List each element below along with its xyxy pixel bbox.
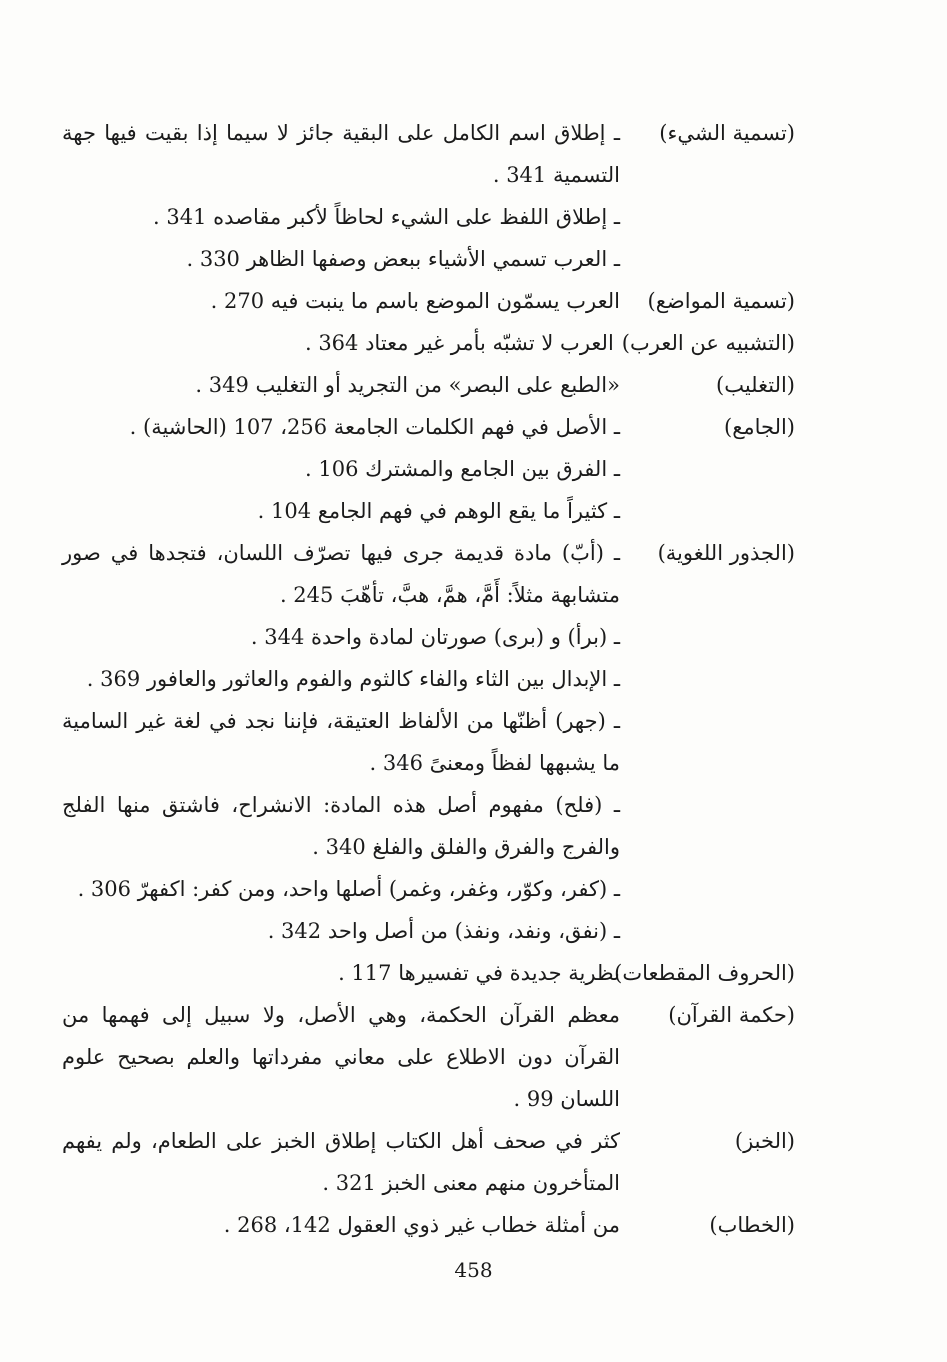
index-item: ـ الإبدال بين الثاء والفاء كالثوم والفوم والعاثور والعافور 369 . xyxy=(86,667,620,691)
index-term: (الخطاب) xyxy=(709,1213,795,1237)
index-item: ـ إطلاق اللفظ على الشيء لحاظاً لأكبر مقاصده 341 . xyxy=(153,205,620,229)
index-term: (الجامع) xyxy=(724,415,795,439)
index-entry xyxy=(62,322,795,364)
index-entry xyxy=(62,532,795,952)
index-item: ـ (أبّ) مادة قديمة جرى فيها تصرّف اللسان، فتجدها في صور متشابهة مثلاً: أَمَّ، همَّ، هبَّ، تأهّبَ 245 . xyxy=(62,541,620,607)
index-entry-body xyxy=(62,994,620,1120)
page-number: 458 xyxy=(454,1258,493,1282)
index-item: ـ إطلاق اسم الكامل على البقية جائز لا سيما إذا بقيت فيها جهة التسمية 341 . xyxy=(62,121,620,187)
index-item: معظم القرآن الحكمة، وهي الأصل، ولا سبيل إلى فهمها من القرآن دون الاطلاع على معاني مفرداتها والعلم بصحيح علوم اللسان 99 . xyxy=(62,1003,620,1111)
index-entry-body xyxy=(62,280,620,322)
index-entry-body xyxy=(62,532,620,952)
index-entry-body xyxy=(62,952,620,994)
index-term: (تسمية المواضع) xyxy=(647,289,795,313)
index-item: كثر في صحف أهل الكتاب إطلاق الخبز على الطعام، ولم يفهم المتأخرون منهم معنى الخبز 321 . xyxy=(62,1129,620,1195)
index-term: (الحروف المقطعات) xyxy=(614,961,795,985)
index-term: (الخبز) xyxy=(734,1129,795,1153)
index-entry-body xyxy=(62,112,620,280)
index-item: ـ (كفر، وكوّر، وغفر، وغمر) أصلها واحد، ومن كفر: اكفهرّ 306 . xyxy=(77,877,620,901)
index-entry xyxy=(62,364,795,406)
index-entry xyxy=(62,1204,795,1246)
index-term: (الجذور اللغوية) xyxy=(657,541,795,565)
index-entries xyxy=(62,112,795,1246)
index-entry xyxy=(62,1120,795,1204)
index-item: ـ (جهر) أظنّها من الألفاظ العتيقة، فإننا نجد في لغة غير السامية ما يشبهها لفظاً ومعنىً 346 . xyxy=(62,709,620,775)
index-item: ـ الأصل في فهم الكلمات الجامعة 256، 107 (الحاشية) . xyxy=(129,415,620,439)
index-item: ـ (نفق، ونفد، ونفذ) من أصل واحد 342 . xyxy=(267,919,620,943)
index-entry-body xyxy=(62,406,620,532)
index-entry-body xyxy=(62,364,620,406)
index-entry xyxy=(62,406,795,532)
index-item: العرب لا تشبّه بأمر غير معتاد 364 . xyxy=(304,331,614,355)
index-term: (تسمية الشيء) xyxy=(659,121,795,145)
index-item: «الطبع على البصر» من التجريد أو التغليب 349 . xyxy=(195,373,620,397)
index-entry xyxy=(62,112,795,280)
index-item: نظرية جديدة في تفسيرها 117 . xyxy=(338,961,620,985)
index-item: ـ (برأ) و (برى) صورتان لمادة واحدة 344 . xyxy=(250,625,620,649)
index-item: ـ كثيراً ما يقع الوهم في فهم الجامع 104 . xyxy=(257,499,620,523)
index-item: ـ (فلح) مفهوم أصل هذه المادة: الانشراح، فاشتق منها الفلج والفرج والفرق والفلق والفلغ 340 . xyxy=(62,793,620,859)
index-term: (حكمة القرآن) xyxy=(668,1003,795,1027)
index-entry xyxy=(62,994,795,1120)
index-item: ـ الفرق بين الجامع والمشترك 106 . xyxy=(305,457,620,481)
index-term: (التغليب) xyxy=(716,373,795,397)
index-entry-body xyxy=(62,1120,620,1204)
index-item: العرب يسمّون الموضع باسم ما ينبت فيه 270 . xyxy=(210,289,620,313)
index-entry-body xyxy=(62,322,614,364)
index-item: ـ العرب تسمي الأشياء ببعض وصفها الظاهر 330 . xyxy=(186,247,620,271)
index-term: (التشبيه عن العرب) xyxy=(621,331,795,355)
index-item: من أمثلة خطاب غير ذوي العقول 142، 268 . xyxy=(223,1213,620,1237)
index-entry xyxy=(62,952,795,994)
index-entry-body xyxy=(62,1204,620,1246)
index-entry xyxy=(62,280,795,322)
